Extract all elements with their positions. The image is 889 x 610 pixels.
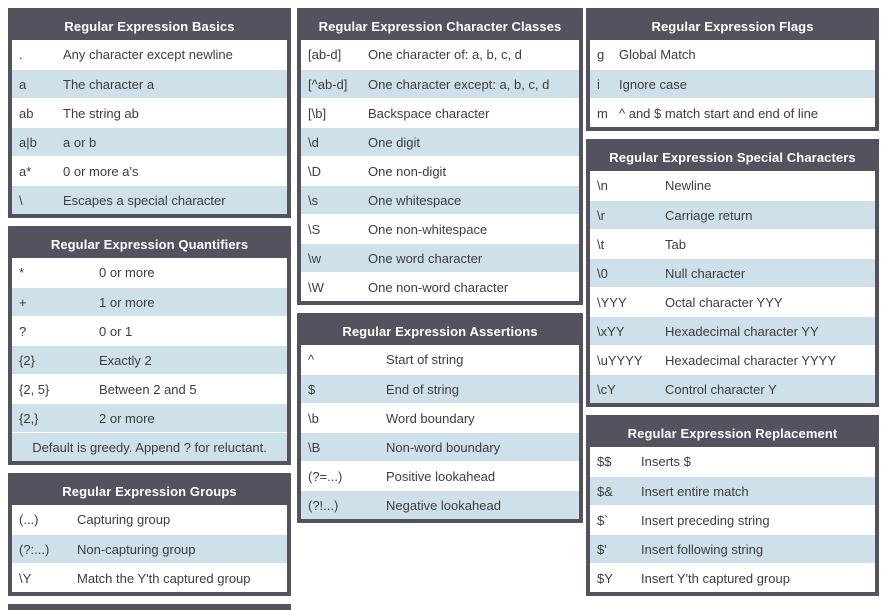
pattern-cell: \0 <box>597 265 608 281</box>
table-row <box>590 40 875 69</box>
description-cell: Match the Y'th captured group <box>77 570 251 586</box>
description-cell: Exactly 2 <box>99 352 152 368</box>
pattern-cell: $` <box>597 512 609 528</box>
pattern-cell: [ab-d] <box>308 47 342 62</box>
description-cell: Start of string <box>386 352 464 367</box>
table-rows <box>12 505 287 592</box>
table-basics <box>8 8 291 218</box>
table-row <box>301 403 579 432</box>
table-rows <box>12 258 287 432</box>
cutoff-next-table-header <box>8 604 291 610</box>
pattern-cell: \s <box>308 192 319 208</box>
pattern-cell: ? <box>19 323 27 339</box>
table-row <box>12 98 287 127</box>
table-row <box>590 316 875 345</box>
pattern-cell: a <box>19 76 27 92</box>
column-right <box>586 8 879 596</box>
table-row <box>301 243 579 272</box>
description-cell: Null character <box>665 265 746 281</box>
table-row <box>12 403 287 432</box>
description-cell: Capturing group <box>77 512 171 527</box>
column-middle <box>297 8 583 523</box>
description-cell: Control character Y <box>665 381 777 397</box>
pattern-cell: \W <box>308 279 324 295</box>
table-row <box>12 505 287 534</box>
description-cell: Hexadecimal character YY <box>665 323 819 339</box>
table-row <box>12 374 287 403</box>
pattern-cell: (?!...) <box>308 497 339 513</box>
description-cell: One non-digit <box>368 163 447 179</box>
table-rows <box>590 40 875 127</box>
table-row <box>590 287 875 316</box>
description-cell: Any character except newline <box>63 47 233 62</box>
description-cell: 2 or more <box>99 410 155 426</box>
pattern-cell: $Y <box>597 570 613 586</box>
table-row <box>301 432 579 461</box>
pattern-cell: \D <box>308 163 321 179</box>
description-cell: 0 or more a's <box>63 163 139 179</box>
description-cell: Backspace character <box>368 105 490 121</box>
description-cell: Non-capturing group <box>77 541 196 557</box>
description-cell: Word boundary <box>386 410 475 426</box>
table-row <box>301 345 579 374</box>
table-rows <box>590 447 875 592</box>
table-row <box>590 229 875 258</box>
pattern-cell: \B <box>308 439 321 455</box>
column-left <box>8 8 291 610</box>
pattern-cell: \b <box>308 410 319 426</box>
pattern-cell: m <box>597 105 608 121</box>
description-cell: Hexadecimal character YYYY <box>665 352 837 368</box>
pattern-cell: \d <box>308 134 319 150</box>
table-title: Regular Expression Replacement <box>590 419 875 447</box>
description-cell: Non-word boundary <box>386 439 501 455</box>
description-cell: One whitespace <box>368 192 462 208</box>
description-cell: 1 or more <box>99 294 155 310</box>
table-row <box>301 214 579 243</box>
description-cell: Carriage return <box>665 207 753 223</box>
pattern-cell: i <box>597 76 600 92</box>
pattern-cell: \Y <box>19 570 32 586</box>
table-rows <box>301 40 579 301</box>
table-title: Regular Expression Assertions <box>301 317 579 345</box>
table-row <box>12 40 287 69</box>
table-row <box>12 287 287 316</box>
description-cell: Insert Y'th captured group <box>641 570 790 586</box>
table-groups <box>8 473 291 596</box>
table-replacement <box>586 415 879 596</box>
table-rows <box>12 40 287 214</box>
table-title: Regular Expression Flags <box>590 12 875 40</box>
description-cell: One digit <box>368 134 421 150</box>
table-row <box>301 490 579 519</box>
pattern-cell: \r <box>597 207 605 223</box>
description-cell: One non-whitespace <box>368 221 488 237</box>
description-cell: 0 or more <box>99 265 155 280</box>
description-cell: Positive lookahead <box>386 468 496 484</box>
pattern-cell: g <box>597 47 605 62</box>
table-row <box>301 98 579 127</box>
table-footer-note: Default is greedy. Append ? for reluctant. <box>12 432 287 461</box>
description-cell: Insert following string <box>641 541 764 557</box>
pattern-cell: [^ab-d] <box>308 76 348 92</box>
table-quantifiers <box>8 226 291 465</box>
table-row <box>12 258 287 287</box>
description-cell: The character a <box>63 76 155 92</box>
pattern-cell: \w <box>308 250 321 266</box>
pattern-cell: (?:...) <box>19 541 50 557</box>
description-cell: One character of: a, b, c, d <box>368 47 522 62</box>
table-row <box>301 461 579 490</box>
table-row <box>301 156 579 185</box>
table-rows <box>590 171 875 403</box>
table-row <box>12 563 287 592</box>
pattern-cell: \n <box>597 178 608 193</box>
table-row <box>301 69 579 98</box>
table-title: Regular Expression Special Characters <box>590 143 875 171</box>
table-row <box>12 345 287 374</box>
table-row <box>12 534 287 563</box>
pattern-cell: $' <box>597 541 607 557</box>
pattern-cell: [\b] <box>308 105 327 121</box>
pattern-cell: ab <box>19 105 34 121</box>
description-cell: Global Match <box>619 47 696 62</box>
pattern-cell: (...) <box>19 512 39 527</box>
pattern-cell: \S <box>308 221 321 237</box>
pattern-cell: $$ <box>597 454 612 469</box>
table-row <box>590 563 875 592</box>
pattern-cell: a|b <box>19 134 37 150</box>
description-cell: Tab <box>665 236 686 252</box>
table-row <box>590 171 875 200</box>
table-title: Regular Expression Basics <box>12 12 287 40</box>
description-cell: Negative lookahead <box>386 497 501 513</box>
description-cell: Octal character YYY <box>665 294 783 310</box>
table-row <box>590 345 875 374</box>
pattern-cell: {2,} <box>19 410 39 426</box>
description-cell: Inserts $ <box>641 454 691 469</box>
table-row <box>590 200 875 229</box>
description-cell: a or b <box>63 134 97 150</box>
table-row <box>12 185 287 214</box>
table-row <box>590 476 875 505</box>
pattern-cell: {2, 5} <box>19 381 50 397</box>
table-row <box>301 185 579 214</box>
table-special-characters <box>586 139 879 407</box>
table-title: Regular Expression Groups <box>12 477 287 505</box>
pattern-cell: \t <box>597 236 605 252</box>
table-row <box>590 374 875 403</box>
description-cell: Newline <box>665 178 712 193</box>
pattern-cell: \cY <box>597 381 616 397</box>
table-row <box>590 447 875 476</box>
description-cell: 0 or 1 <box>99 323 133 339</box>
description-cell: Insert preceding string <box>641 512 770 528</box>
table-rows <box>301 345 579 519</box>
table-flags <box>586 8 879 131</box>
table-row <box>590 258 875 287</box>
table-row <box>301 272 579 301</box>
table-row <box>301 374 579 403</box>
pattern-cell: \ <box>19 192 23 208</box>
table-row <box>301 40 579 69</box>
description-cell: ^ and $ match start and end of line <box>619 105 819 121</box>
table-row <box>590 534 875 563</box>
pattern-cell: \uYYYY <box>597 352 643 368</box>
table-row <box>590 505 875 534</box>
table-title: Regular Expression Character Classes <box>301 12 579 40</box>
pattern-cell: $& <box>597 483 613 499</box>
table-assertions <box>297 313 583 523</box>
pattern-cell: \xYY <box>597 323 625 339</box>
description-cell: One character except: a, b, c, d <box>368 76 550 92</box>
pattern-cell: * <box>19 265 25 280</box>
description-cell: Escapes a special character <box>63 192 226 208</box>
pattern-cell: {2} <box>19 352 35 368</box>
description-cell: End of string <box>386 381 459 397</box>
table-row <box>12 69 287 98</box>
pattern-cell: . <box>19 47 23 62</box>
pattern-cell: (?=...) <box>308 468 343 484</box>
table-row <box>12 316 287 345</box>
description-cell: Insert entire match <box>641 483 749 499</box>
table-row <box>12 156 287 185</box>
description-cell: One non-word character <box>368 279 509 295</box>
description-cell: One word character <box>368 250 483 266</box>
table-row <box>12 127 287 156</box>
description-cell: The string ab <box>63 105 139 121</box>
pattern-cell: + <box>19 294 27 310</box>
table-row <box>301 127 579 156</box>
pattern-cell: ^ <box>308 352 315 367</box>
table-row <box>590 98 875 127</box>
pattern-cell: \YYY <box>597 294 627 310</box>
description-cell: Ignore case <box>619 76 687 92</box>
table-character-classes <box>297 8 583 305</box>
pattern-cell: a* <box>19 163 32 179</box>
table-title: Regular Expression Quantifiers <box>12 230 287 258</box>
description-cell: Between 2 and 5 <box>99 381 197 397</box>
table-row <box>590 69 875 98</box>
pattern-cell: $ <box>308 381 316 397</box>
